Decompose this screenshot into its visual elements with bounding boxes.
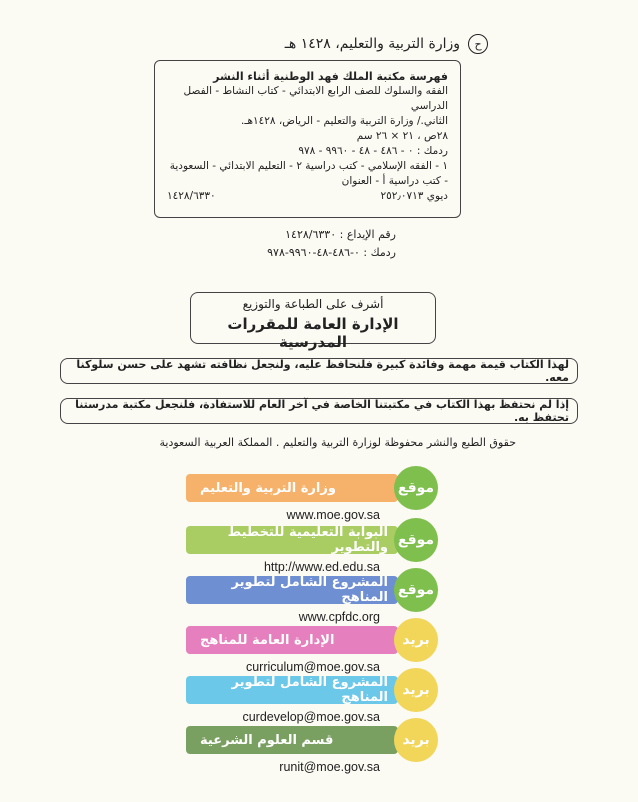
publisher-name: الإدارة العامة للمقررات المدرسية [227, 315, 399, 351]
copyright-icon: ح [468, 34, 488, 54]
contact-email[interactable]: curriculum@moe.gov.sa [245, 660, 380, 674]
catalog-title: فهرسة مكتبة الملك فهد الوطنية أثناء النشر [213, 70, 448, 83]
mail-badge-icon: بريد [394, 668, 438, 712]
contact-label-bar[interactable]: البوابة التعليمية للتخطيط والتطوير [186, 526, 398, 554]
website-badge-icon: موقع [394, 466, 438, 510]
contact-label-bar[interactable]: قسم العلوم الشرعية [186, 726, 398, 754]
catalog-subjects-a: ١ - الفقه الإسلامي - كتب دراسية ٢ - التعليم الابتدائي - السعودية [169, 160, 448, 172]
catalog-dewey: ديوي ٢٥٢٫٠٧١٣ [380, 190, 448, 202]
contact-url[interactable]: www.cpfdc.org [298, 610, 380, 624]
deposit-info [267, 226, 396, 262]
publisher-box [190, 292, 436, 351]
catalog-deposit-code: ١٤٢٨/٦٣٣٠ [167, 190, 216, 202]
contact-email[interactable]: curdevelop@moe.gov.sa [242, 710, 380, 724]
catalog-isbn: ردمك : ٠ - ٤٨٦ - ٤٨ - ٩٩٦٠ - ٩٧٨ [298, 145, 448, 157]
deposit-number: رقم الإيداع : ١٤٢٨/٦٣٣٠ [285, 228, 396, 241]
catalog-subjects-b: - كتب دراسية أ - العنوان [341, 175, 448, 187]
notice-care [60, 358, 578, 384]
contact-label-bar[interactable]: المشروع الشامل لتطوير المناهج [186, 676, 398, 704]
website-badge-icon: موقع [394, 518, 438, 562]
notice-keep [60, 398, 578, 424]
contact-label-bar[interactable]: المشروع الشامل لتطوير المناهج [186, 576, 398, 604]
contact-email[interactable]: runit@moe.gov.sa [279, 760, 380, 774]
notice-text: إذا لم نحتفظ بهذا الكتاب في مكتبتنا الخاصة في آخر العام للاستفادة، فلنجعل مكتبة مدرستنا تحتفظ به. [75, 398, 569, 424]
catalog-line2: الثاني./ وزارة التربية والتعليم - الرياض، ١٤٢٨هـ. [241, 115, 448, 127]
rights-text: حقوق الطبع والنشر محفوظة لوزارة التربية والتعليم . المملكة العربية السعودية [159, 436, 516, 449]
catalog-line1: الفقه والسلوك للصف الرابع الابتدائي - كتاب النشاط - الفصل الدراسي [183, 85, 448, 112]
copyright-line [285, 34, 488, 54]
contact-label-bar[interactable]: الإدارة العامة للمناهج [186, 626, 398, 654]
mail-badge-icon: بريد [394, 718, 438, 762]
publisher-supervised: أشرف على الطباعة والتوزيع [242, 297, 384, 311]
mail-badge-icon: بريد [394, 618, 438, 662]
catalog-box [154, 60, 461, 218]
catalog-dewey-row [167, 189, 448, 204]
contact-url[interactable]: www.moe.gov.sa [286, 508, 380, 522]
contact-label-bar[interactable]: وزارة التربية والتعليم [186, 474, 398, 502]
notice-text: لهذا الكتاب قيمة مهمة وفائدة كبيرة فلنحافظ عليه، ولنجعل نظافته تشهد على حسن سلوكنا معه. [76, 358, 569, 384]
contact-url[interactable]: http://www.ed.edu.sa [263, 560, 380, 574]
copyright-text: وزارة التربية والتعليم، ١٤٢٨ هـ [284, 36, 460, 52]
deposit-isbn: ردمك : ٠-٤٨٦-٤٨-٩٩٦٠-٩٧٨ [267, 246, 396, 259]
catalog-line3: ٢٨ص ، ٢١ × ٢٦ سم [356, 130, 448, 142]
website-badge-icon: موقع [394, 568, 438, 612]
